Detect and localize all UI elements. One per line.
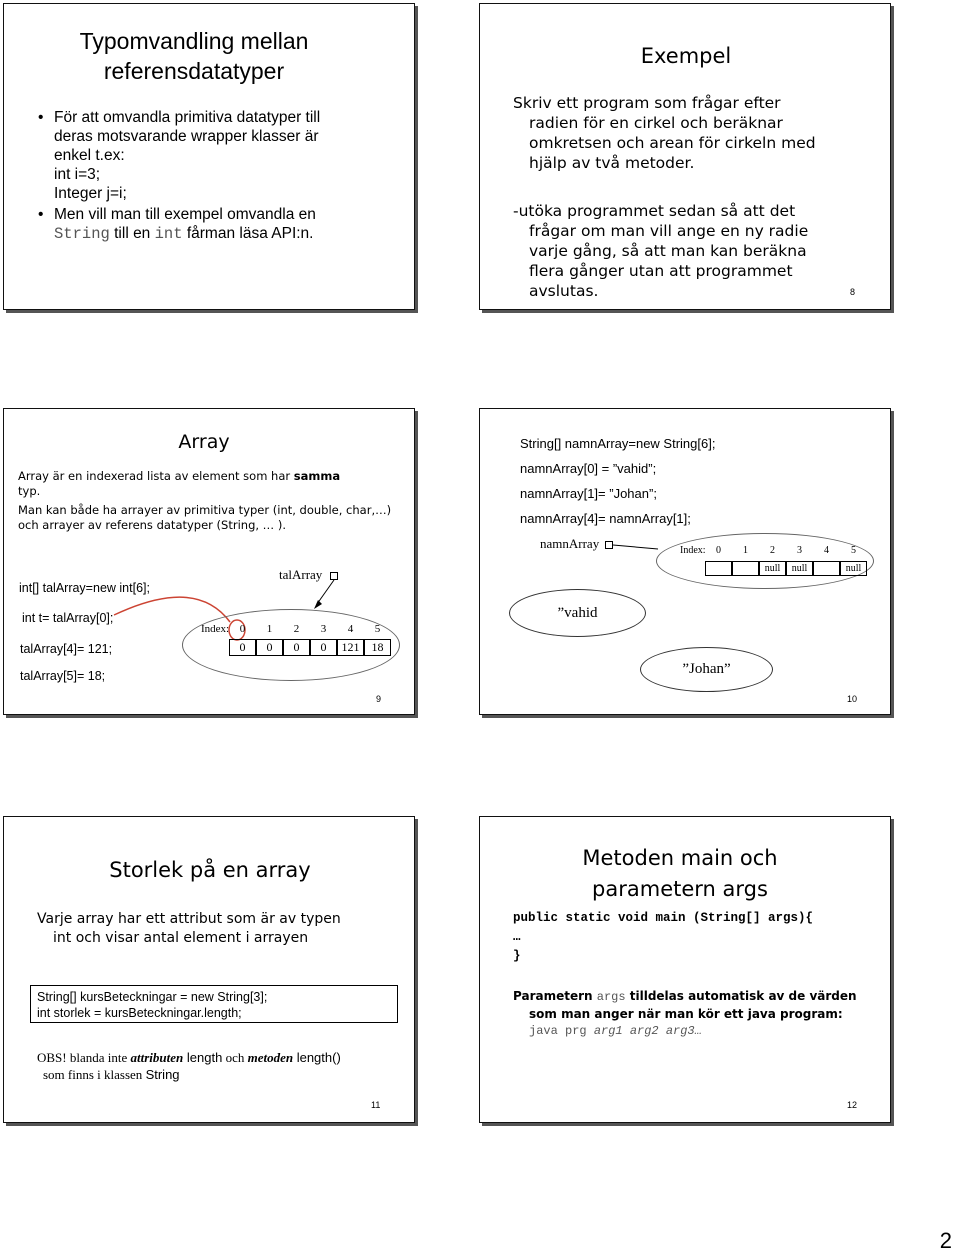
index-cell-3: 3 [320,623,327,635]
slide-number: 11 [371,1100,381,1110]
index-zero-callout [114,597,230,622]
value-cell-2: 0 [283,639,310,656]
slide-array [3,408,415,715]
value-cell-1: 0 [256,639,283,656]
reference-label: namnArray [540,536,600,551]
index-label: Index: [680,545,706,556]
obs-note: OBS! blanda inte attributen length och metoden length() som finns i klassen String [37,1050,341,1082]
array-definition: Array är en indexerad lista av element som har samma typ. Man kan både ha arrayer av primitiva typer (int, double, char,…) och arrayer av referens datatyper (String, … ). [18,469,392,532]
extension-text: -utöka programmet sedan så att det frågar om man vill ange en ny radie varje gång, så att man kan beräkna flera gånger utan att programmet avslutas. [513,202,809,300]
slide-title: Typomvandling mellan referensdatatyper [79,28,309,84]
index-cell-4: 4 [347,623,354,635]
string-object-johan: ”Johan” [640,647,773,692]
arrow-head [314,600,322,609]
reference-link [613,545,658,549]
value-cell-3: null [786,561,813,576]
index-cell-0: 0 [239,623,246,635]
reference-label: talArray [279,567,323,582]
slide-exempel [479,3,891,310]
bullet-string-int: • Men vill man till exempel omvandla en String till en int fårman läsa API:n. [38,205,408,244]
page-number: 2 [939,1228,952,1253]
index-cell-4: 4 [824,545,829,556]
slide-main-args [479,816,891,1123]
index-cell-1: 1 [266,623,273,635]
index-cell-2: 2 [293,623,300,635]
value-cell-5: null [840,561,867,576]
value-cell-2: null [759,561,786,576]
code-declaration: String[] namnArray=new String[6]; [520,436,716,451]
code-declaration: int[] talArray=new int[6]; [19,581,150,595]
value-cell-5: 18 [364,639,391,656]
slide-storlek [3,816,415,1123]
slide-number: 12 [847,1100,858,1110]
code-box: String[] kursBeteckningar = new String[3]; int storlek = kursBeteckningar.length; [30,985,398,1023]
code-assign-0: namnArray[0] = ”vahid”; [520,461,657,476]
value-cell-1 [732,561,759,576]
length-description: Varje array har ett attribut som är av typen int och visar antal element i arrayen [37,911,341,946]
exercise-text: Skriv ett program som frågar efter radien för en cirkel och beräknar omkretsen och arean för cirkeln med hjälp av två metoder. [513,94,816,172]
slide-number: 8 [850,287,856,297]
index-cell-5: 5 [374,623,381,635]
index-label: Index: [201,623,230,635]
slide-number: 9 [376,694,382,704]
slide-title: Exempel [640,44,732,68]
slide-typomvandling [3,3,415,310]
code-assign-4: namnArray[4]= namnArray[1]; [520,511,691,526]
index-cell-2: 2 [770,545,775,556]
slide-title: Array [178,431,230,453]
bullet-wrapper: • För att omvandla primitiva datatyper till deras motsvarande wrapper klasser är enkel t.ex: int i=3; Integer j=i; [38,108,408,203]
main-signature: public static void main (String[] args){ … } [513,911,814,963]
bullet-list [38,108,408,244]
code-read: int t= talArray[0]; [22,611,114,625]
index-cell-0: 0 [716,545,721,556]
value-cell-4: 121 [337,639,364,656]
slide-title: Storlek på en array [109,858,311,882]
index-cell-5: 5 [851,545,856,556]
code-assign-4: talArray[4]= 121; [20,642,113,656]
slide-number: 10 [847,694,858,704]
slide-title: Metoden main och parametern args [582,846,778,901]
value-cell-0 [705,561,732,576]
reference-arrow [317,580,334,604]
value-cell-0: 0 [229,639,256,656]
value-cell-3: 0 [310,639,337,656]
string-object-vahid: ”vahid [509,589,646,637]
code-assign-5: talArray[5]= 18; [20,669,106,683]
slide-string-array [479,408,891,715]
code-assign-1: namnArray[1]= ”Johan”; [520,486,657,501]
args-description: Parametern args tilldelas automatisk av de värden som man anger när man kör ett java program: java prg arg1 arg2 arg3… [513,989,857,1038]
index-cell-1: 1 [743,545,748,556]
index-cell-3: 3 [797,545,802,556]
value-cell-4 [813,561,840,576]
